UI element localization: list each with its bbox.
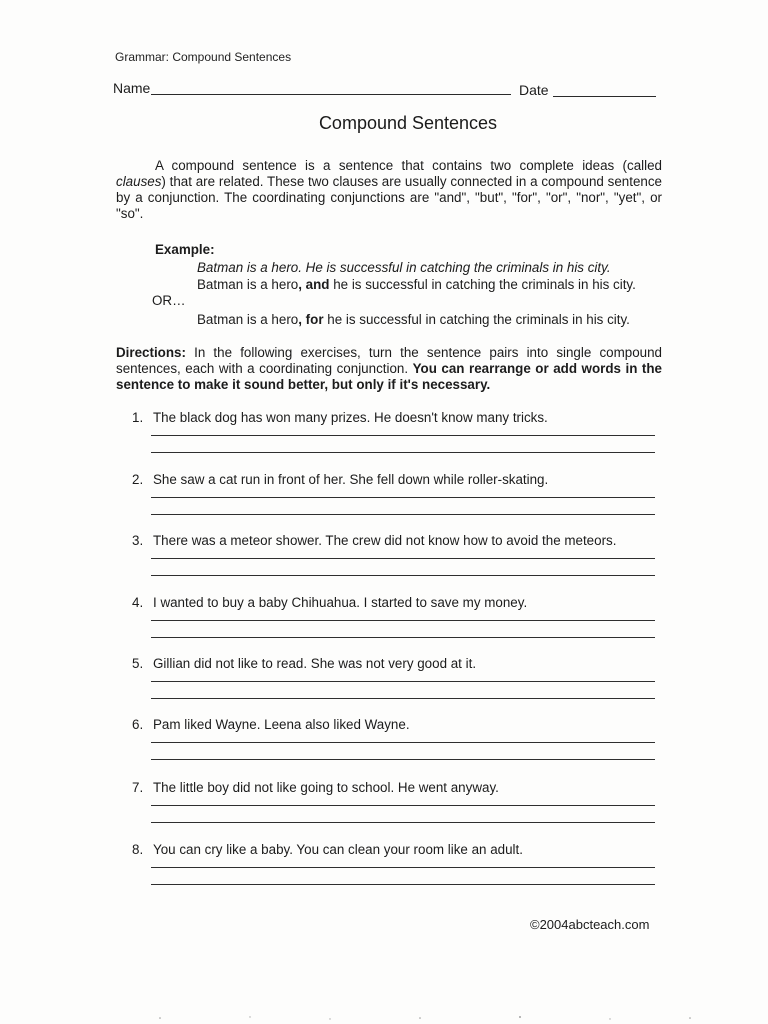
answer-line[interactable] — [151, 514, 655, 515]
directions-bold-text: You can rearrange or add words in the sentence to make it sound better, but only if it's necessary. — [116, 361, 662, 392]
example-line-2-start: Batman is a hero — [197, 277, 299, 292]
copyright-footer: ©2004abcteach.com — [530, 917, 650, 932]
worksheet-subject-label: Grammar: Compound Sentences — [115, 50, 292, 64]
answer-line[interactable] — [151, 497, 655, 498]
exercise-item — [132, 472, 662, 528]
answer-line[interactable] — [151, 805, 655, 806]
example-line-2-end: he is successful in catching the criminals in his city. — [329, 277, 636, 292]
intro-paragraph — [116, 158, 662, 222]
exercise-number: 7. — [132, 780, 144, 795]
exercise-item — [132, 717, 662, 773]
exercise-prompt: You can cry like a baby. You can clean your room like an adult. — [153, 842, 523, 857]
exercise-prompt: The little boy did not like going to school. He went anyway. — [153, 780, 499, 795]
example-line-3-conjunction: , for — [298, 312, 324, 327]
exercise-prompt: Gillian did not like to read. She was not very good at it. — [153, 656, 477, 671]
answer-line[interactable] — [151, 698, 655, 699]
exercise-prompt: She saw a cat run in front of her. She fell down while roller-skating. — [153, 472, 549, 487]
exercise-number: 1. — [132, 410, 144, 425]
name-label: Name — [113, 80, 151, 96]
scan-specks — [0, 1012, 768, 1024]
answer-line[interactable] — [151, 759, 655, 760]
exercise-number: 3. — [132, 533, 144, 548]
directions-paragraph — [116, 345, 662, 393]
example-line-1: Batman is a hero. He is successful in catching the criminals in his city. — [197, 260, 611, 275]
exercise-item — [132, 842, 662, 898]
exercise-number: 5. — [132, 656, 144, 671]
intro-clauses-term: clauses — [116, 174, 162, 189]
exercise-prompt: Pam liked Wayne. Leena also liked Wayne. — [153, 717, 410, 732]
exercise-item — [132, 656, 662, 712]
exercise-item — [132, 595, 662, 651]
answer-line[interactable] — [151, 822, 655, 823]
answer-line[interactable] — [151, 637, 655, 638]
directions-text: In the following exercises, turn the sentence pairs into single compound sentences, each with a coordinating conjunction. — [116, 345, 662, 376]
example-heading: Example: — [155, 242, 215, 257]
exercise-number: 4. — [132, 595, 144, 610]
example-line-2 — [197, 277, 636, 292]
name-blank-line — [151, 94, 511, 95]
exercise-prompt: There was a meteor shower. The crew did not know how to avoid the meteors. — [153, 533, 617, 548]
exercise-item — [132, 780, 662, 836]
page-title: Compound Sentences — [318, 113, 498, 133]
exercise-item — [132, 533, 662, 589]
answer-line[interactable] — [151, 620, 655, 621]
example-line-3 — [197, 312, 630, 327]
example-or-label: OR… — [152, 293, 186, 308]
exercise-number: 2. — [132, 472, 144, 487]
directions-label: Directions: — [116, 345, 186, 360]
answer-line[interactable] — [151, 435, 655, 436]
date-blank-line — [553, 96, 656, 97]
answer-line[interactable] — [151, 452, 655, 453]
answer-line[interactable] — [151, 884, 655, 885]
intro-text-part1: A compound sentence is a sentence that contains two complete ideas (called — [155, 158, 662, 173]
answer-line[interactable] — [151, 558, 655, 559]
example-line-3-start: Batman is a hero — [197, 312, 299, 327]
exercise-number: 6. — [132, 717, 144, 732]
exercise-item — [132, 410, 662, 466]
exercise-prompt: I wanted to buy a baby Chihuahua. I started to save my money. — [153, 595, 528, 610]
example-line-2-conjunction: , and — [298, 277, 330, 292]
exercise-number: 8. — [132, 842, 144, 857]
intro-text-part2: ) that are related. These two clauses are usually connected in a compound sentence by a conjunction. The coordinating conjunctions are "and", "but", "for", "or", "nor", "yet", or "so". — [116, 174, 662, 221]
answer-line[interactable] — [151, 742, 655, 743]
answer-line[interactable] — [151, 681, 655, 682]
answer-line[interactable] — [151, 575, 655, 576]
example-line-3-end: he is successful in catching the criminals in his city. — [323, 312, 630, 327]
exercise-prompt: The black dog has won many prizes. He doesn't know many tricks. — [153, 410, 548, 425]
date-label: Date — [519, 82, 549, 98]
answer-line[interactable] — [151, 867, 655, 868]
